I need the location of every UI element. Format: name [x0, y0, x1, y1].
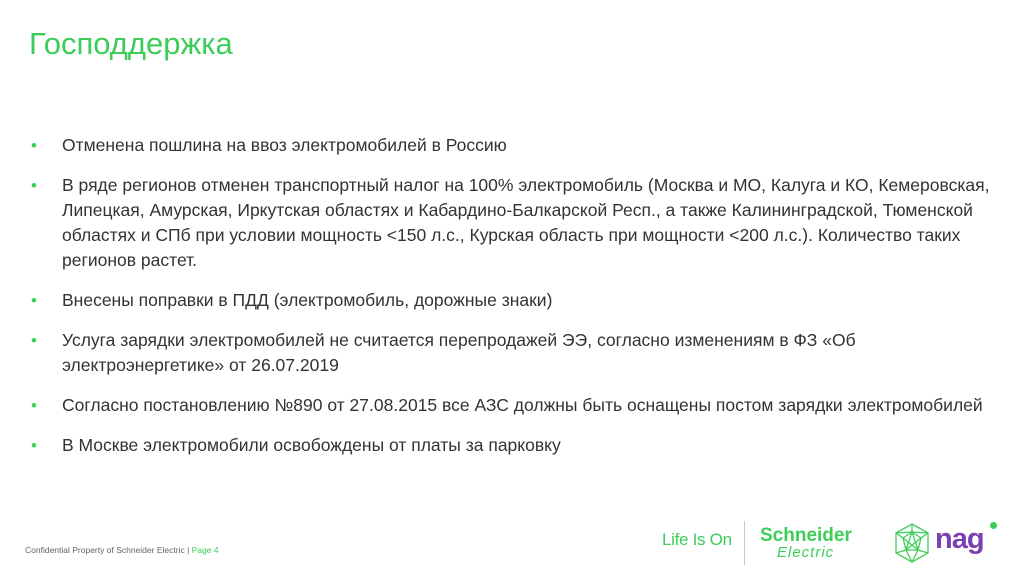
bullet-list — [31, 133, 991, 473]
bullet-dot-icon: • — [31, 396, 37, 415]
bullet-item — [31, 328, 991, 378]
bullet-item — [31, 393, 991, 418]
bullet-dot-icon: • — [31, 136, 37, 155]
nag-logo-text: nag — [935, 523, 984, 555]
schneider-electric-logo — [760, 527, 852, 561]
bullet-item — [31, 133, 991, 158]
footer — [25, 545, 219, 555]
bullet-dot-icon: • — [31, 331, 37, 350]
bullet-dot-icon: • — [31, 436, 37, 455]
bullet-item — [31, 433, 991, 458]
logo-divider — [744, 521, 745, 565]
bullet-item — [31, 288, 991, 313]
bullet-item — [31, 173, 991, 273]
bullet-dot-icon: • — [31, 176, 37, 195]
schneider-logo-line2: Electric — [777, 544, 835, 561]
bullet-dot-icon: • — [31, 291, 37, 310]
footer-separator: | — [187, 545, 190, 555]
bullet-text: Согласно постановлению №890 от 27.08.2015 все АЗС должны быть оснащены постом зарядки электромобилей — [62, 395, 983, 415]
bullet-text: Внесены поправки в ПДД (электромобиль, дорожные знаки) — [62, 290, 553, 310]
slide-title: Господдержка — [29, 26, 233, 61]
nag-logo-dot — [990, 522, 997, 529]
page-number: Page 4 — [191, 545, 219, 555]
footer-confidential: Confidential Property of Schneider Electric — [25, 545, 185, 555]
geodesic-sphere-icon — [892, 522, 932, 564]
bullet-text: В Москве электромобили освобождены от платы за парковку — [62, 435, 561, 455]
bullet-text: Услуга зарядки электромобилей не считается перепродажей ЭЭ, согласно изменениям в ФЗ «Об электроэнергетике» от 26.07.2019 — [62, 330, 856, 375]
schneider-logo-line1: Schneider — [760, 525, 852, 546]
life-is-on-logo: Life Is On — [662, 530, 732, 549]
bullet-text: Отменена пошлина на ввоз электромобилей в Россию — [62, 135, 507, 155]
bullet-text: В ряде регионов отменен транспортный налог на 100% электромобиль (Москва и МО, Калуга и КО, Кемеровская, Липецкая, Амурская, Иркутская областях и Кабардино-Балкарской Респ., а также Калининградской, Тюменской областях и СПб при условии мощность <150 л.с., Курская область при мощности <200 л.с.). Количество таких регионов растет. — [62, 175, 990, 270]
